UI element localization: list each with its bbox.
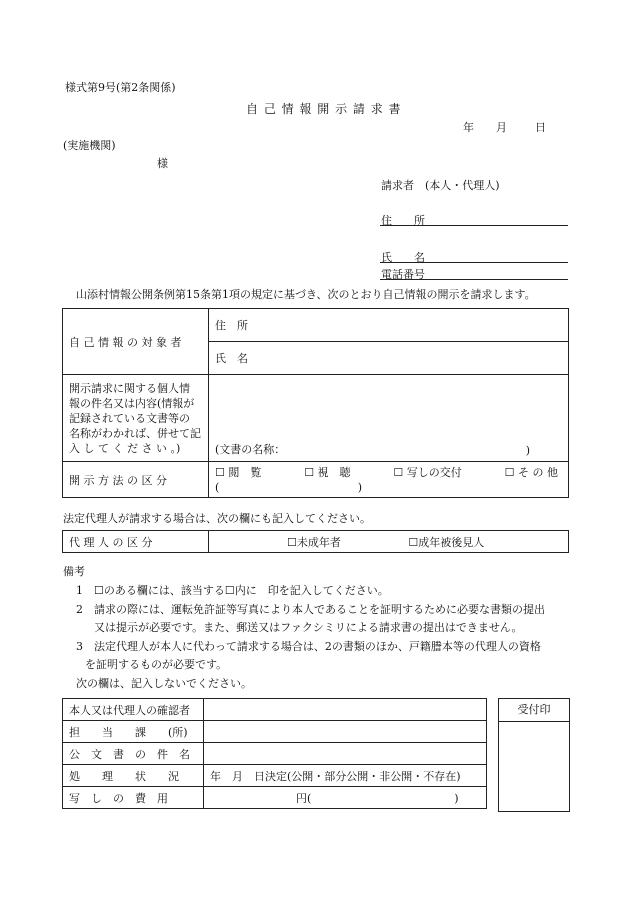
info-label-cell [63,375,209,462]
copy-fee-value: 円( ) [296,791,459,805]
method-other-close: ) [357,480,363,494]
doc-name-label: (文書の名称： [215,443,286,456]
method-options-cell [209,462,569,498]
agent-options-cell [209,531,569,553]
confirmer-label: 本人又は代理人の確認者 [69,703,190,717]
phone-underline[interactable] [380,279,568,280]
info-label-line-5: 入 し て く だ さ い 。) [69,441,181,455]
subject-label-cell [63,309,209,375]
intro-text: 山添村情報公開条例第15条第1項の規定に基づき、次のとおり自己情報の開示を請求します。 [76,288,536,301]
notes-heading: 備考 [63,565,85,578]
department-label: 担 当 課 (所) [69,725,188,739]
office-row-label [63,721,204,743]
requester-phone-label: 電話番号 [381,268,425,281]
date-day: 日 [535,121,546,134]
agent-table [62,530,569,553]
address-underline[interactable] [380,225,568,226]
requester-label: 請求者 (本人・代理人) [381,179,500,192]
office-row-value[interactable] [204,699,487,721]
info-label-line-1: 開示請求に関する個人情 [69,381,190,395]
info-label-line-4: 名称がわかれば、併せて記 [69,426,201,440]
note-1: 1 ☐のある欄には、該当する☐内に 印を記入してください。 [76,584,389,597]
subject-label: 自 己 情 報 の 対 象 者 [69,335,182,349]
office-row-value[interactable] [204,721,487,743]
note-3b: を証明するものが必要です。 [85,658,228,671]
note-4: 次の欄は、記入しないでください。 [76,677,252,690]
reception-stamp-label: 受付印 [499,699,569,722]
method-option-view[interactable]: ☐ 閲 覧 [215,465,262,479]
agency-label: (実施機関) [63,139,116,152]
method-label-cell [63,462,209,498]
agent-note: 法定代理人が請求する場合は、次の欄にも記入してください。 [63,512,371,525]
subject-name-label: 氏 名 [215,352,248,365]
method-label: 開 示 方 法 の 区 分 [69,473,167,487]
agent-option-ward[interactable]: ☐成年被後見人 [408,535,485,549]
method-option-copy[interactable]: ☐ 写しの交付 [393,465,462,479]
document-subject-label: 公 文 書 の 件 名 [69,747,190,761]
form-number: 様式第9号(第2条関係) [65,81,176,94]
doc-name-close: ) [525,444,530,457]
processing-status-value: 年 月 日決定(公開・部分公開・非公開・不存在) [210,769,461,783]
subject-name-cell[interactable] [209,342,569,375]
office-table [62,698,487,809]
office-row-label [63,743,204,765]
info-label-line-2: 報の件名又は内容(情報が [69,396,195,410]
method-other-open: ( [215,480,220,494]
agent-label: 代 理 人 の 区 分 [69,535,153,549]
requester-name-label: 氏 名 [381,251,425,264]
page-title: 自 己 情 報 開 示 請 求 書 [246,102,402,116]
office-row-value[interactable] [204,787,487,809]
office-row-value[interactable] [204,743,487,765]
office-row-label [63,765,204,787]
note-2a: 2 請求の際には、運転免許証等写真により本人であることを証明するために必要な書類の提出 [76,603,545,616]
reception-stamp-box[interactable] [498,698,570,812]
processing-status-label: 処 理 状 況 [69,769,179,783]
agent-label-cell [63,531,209,553]
request-table [62,308,569,498]
method-option-other[interactable]: ☐ そ の 他 [504,465,558,479]
agency-honorific: 様 [157,157,168,170]
copy-fee-label: 写 し の 費 用 [69,791,168,805]
agent-option-minor[interactable]: ☐未成年者 [287,535,341,549]
name-underline[interactable] [380,262,568,263]
note-3a: 3 法定代理人が本人に代わって請求する場合は、2の書類のほか、戸籍謄本等の代理人の資格 [76,640,541,653]
subject-address-cell[interactable] [209,309,569,342]
office-row-value[interactable] [204,765,487,787]
date-year: 年 [463,121,474,134]
office-row-label [63,699,204,721]
office-row-label [63,787,204,809]
method-option-listen[interactable]: ☐ 視 聴 [304,465,351,479]
date-month: 月 [496,121,507,134]
requester-address-label: 住 所 [381,214,425,227]
info-content-cell[interactable] [209,375,569,462]
subject-address-label: 住 所 [215,319,248,332]
note-2b: 又は提示が必要です。また、郵送又はファクシミリによる請求書の提出はできません。 [94,621,523,634]
info-label-line-3: 記録されている文書等の [69,411,190,425]
